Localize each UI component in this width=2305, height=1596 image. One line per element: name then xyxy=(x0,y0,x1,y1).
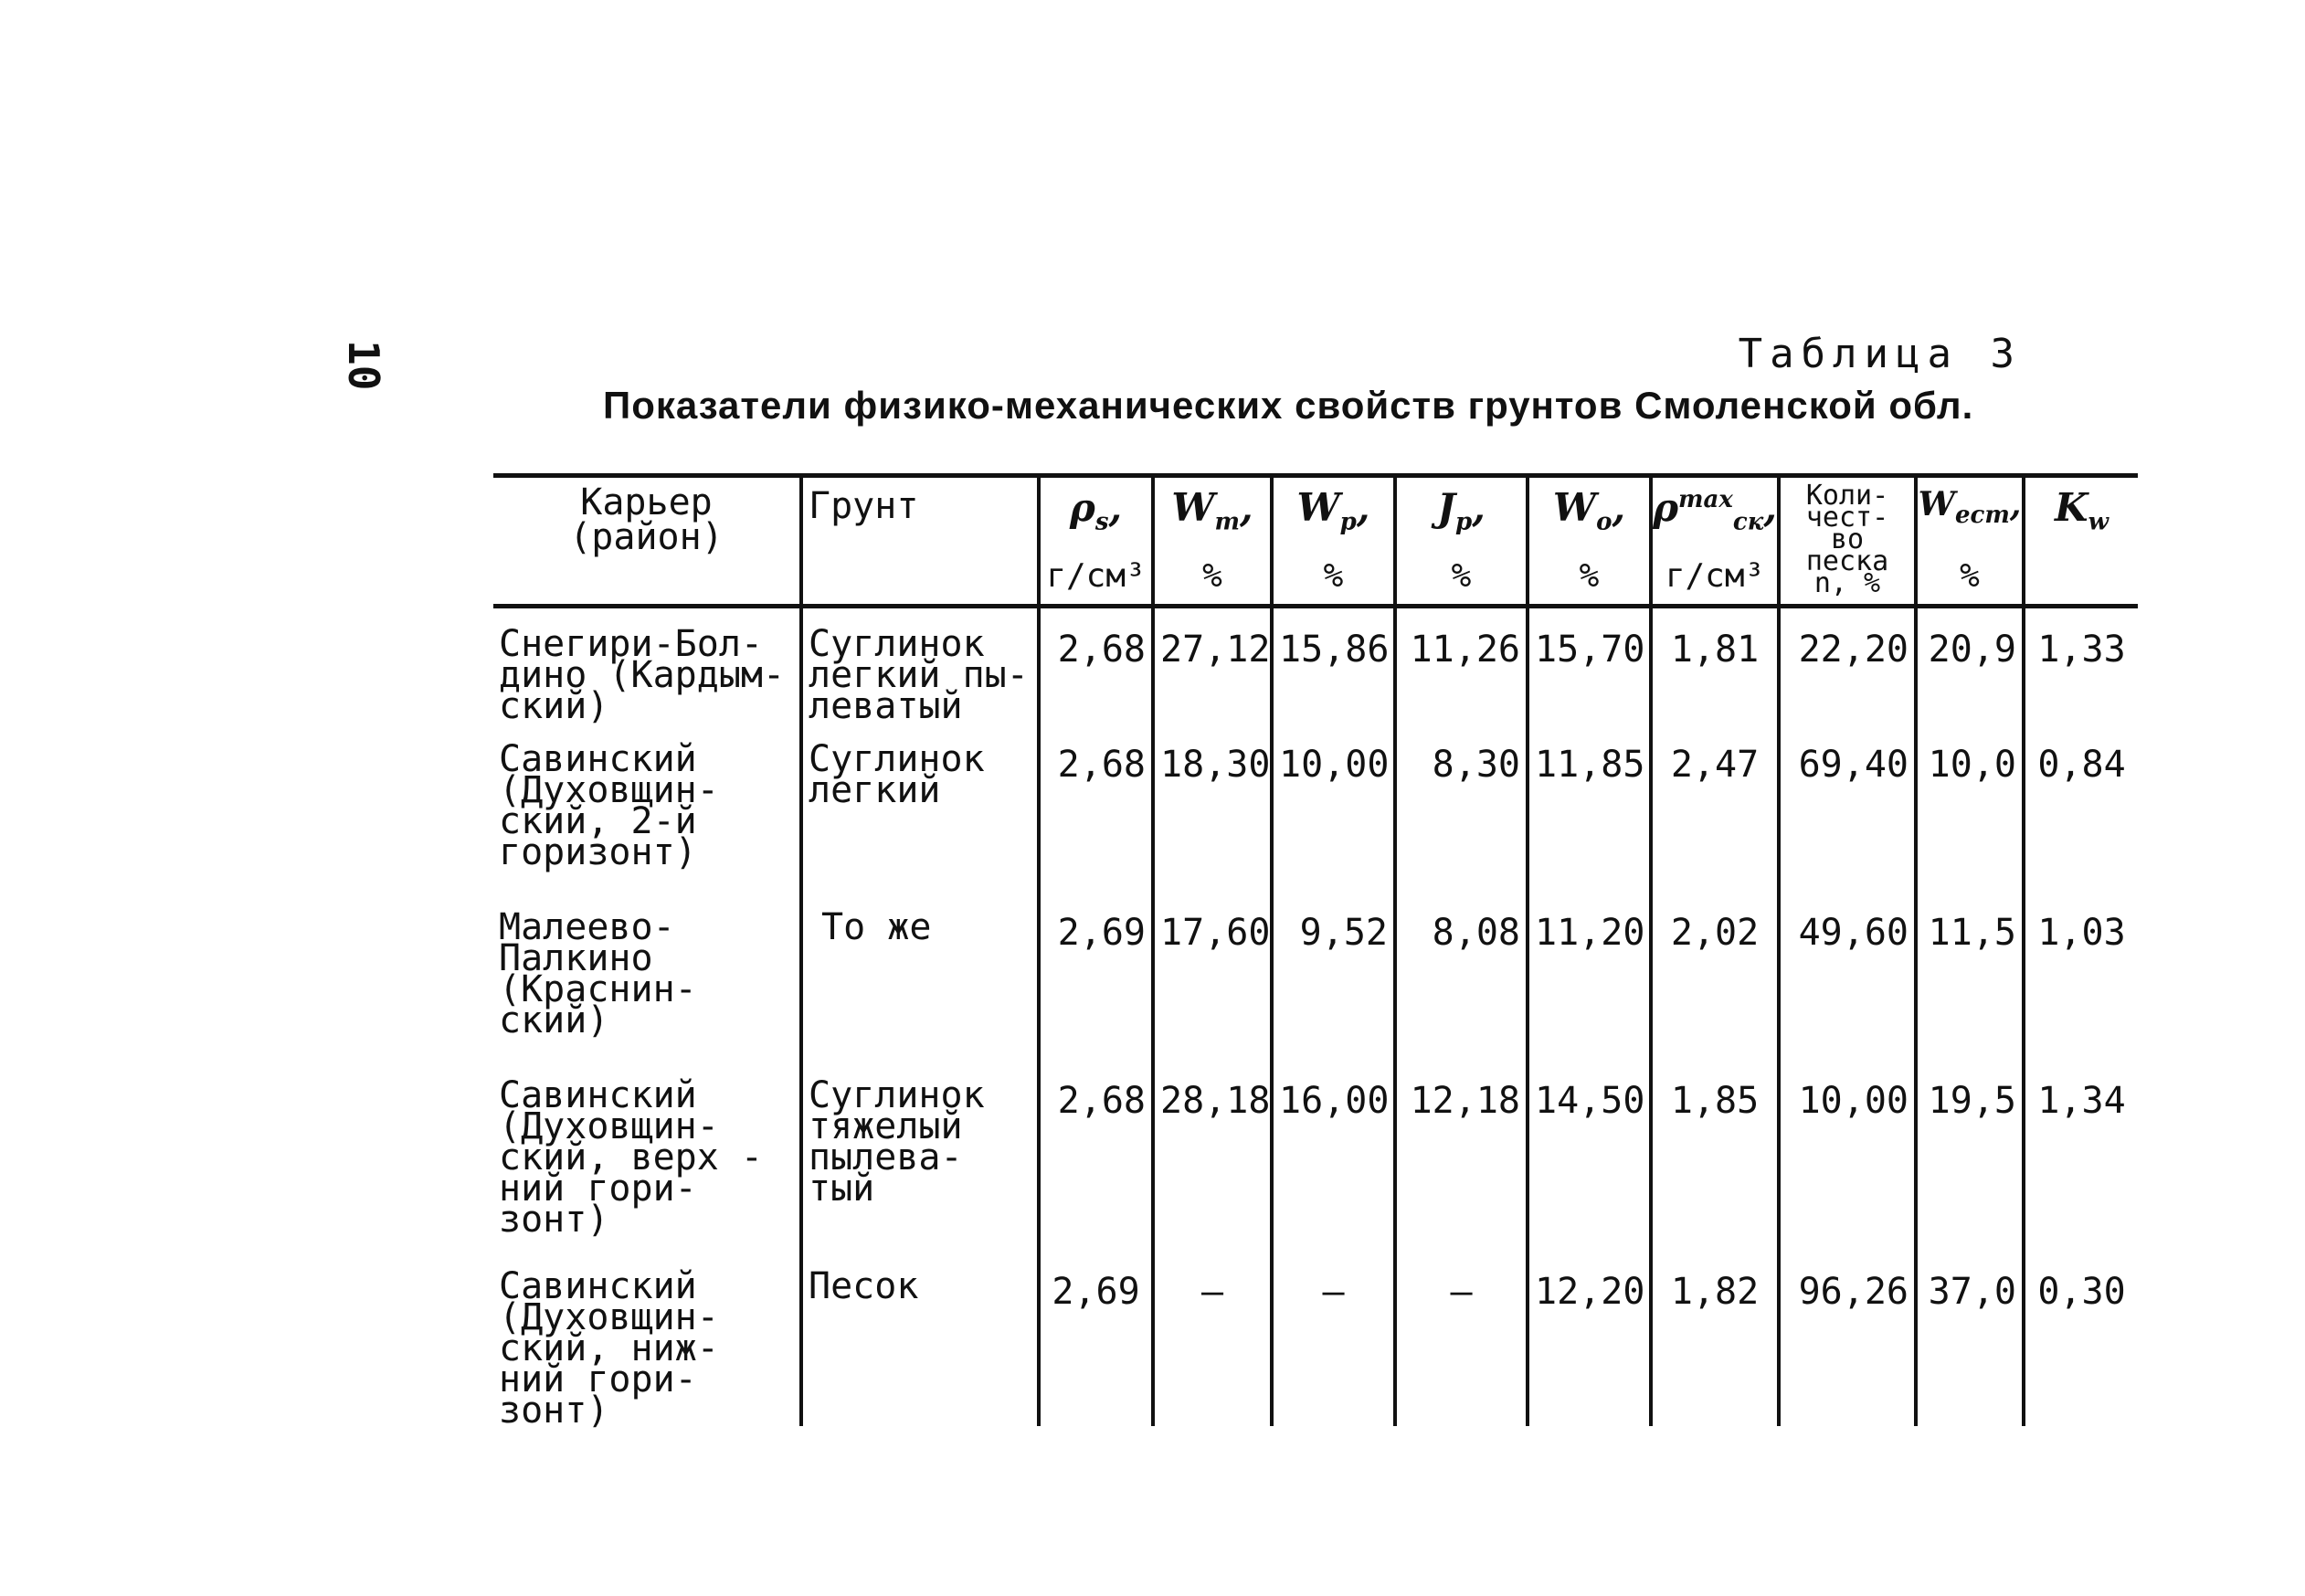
header-w-p-symbol: $W_р$, xyxy=(1296,485,1370,536)
cell-w-t: 18,30 xyxy=(1153,740,1272,908)
table-row xyxy=(493,740,2138,908)
header-soil-label: Грунт xyxy=(809,485,919,527)
cell-k-w: 0,84 xyxy=(2024,740,2138,908)
cell-i-p: 8,08 xyxy=(1395,908,1528,1076)
i-p-sub: р xyxy=(1455,508,1473,536)
cell-w-est: 11,5 xyxy=(1916,908,2024,1076)
header-w-p xyxy=(1272,476,1395,607)
cell-sand: 10,00 xyxy=(1779,1076,1916,1267)
header-rho-max-symbol: $\rho^{max}_{ск}$, xyxy=(1653,485,1777,536)
header-k-w-symbol xyxy=(2055,485,2109,535)
rho-s-sub: s xyxy=(1094,508,1109,536)
cell-w-p: 10,00 xyxy=(1272,740,1395,908)
cell-w-o: 14,50 xyxy=(1528,1076,1651,1267)
cell-i-p: 11,26 xyxy=(1395,625,1528,740)
table-row xyxy=(493,1076,2138,1267)
cell-i-p: 8,30 xyxy=(1395,740,1528,908)
cell-quarry: Снегири-Бол- дино (Кардым- ский) xyxy=(499,623,786,727)
cell-sand: 49,60 xyxy=(1779,908,1916,1076)
cell-w-t: 17,60 xyxy=(1153,908,1272,1076)
table-title: Показатели физико-механических свойств грунтов Смоленской обл. xyxy=(603,384,1974,427)
header-w-est xyxy=(1916,476,2024,607)
cell-w-est: 19,5 xyxy=(1916,1076,2024,1267)
rho-max-symbol: ρ xyxy=(1653,485,1679,530)
cell-soil: Суглинок тяжелый пылева- тый xyxy=(801,1076,1039,1267)
cell-i-p: – xyxy=(1395,1267,1528,1426)
cell-w-o: 12,20 xyxy=(1528,1267,1651,1426)
soil-properties-table xyxy=(493,473,2138,1432)
cell-w-o: 15,70 xyxy=(1528,625,1651,740)
k-w-symbol: K xyxy=(2055,485,2088,530)
header-w-o-symbol: $W_о$, xyxy=(1552,485,1626,536)
cell-rho-max: 2,47 xyxy=(1651,740,1779,908)
table-row xyxy=(493,908,2138,1076)
cell-rho-max: 2,02 xyxy=(1651,908,1779,1076)
cell-w-p: 16,00 xyxy=(1272,1076,1395,1267)
cell-sand: 96,26 xyxy=(1779,1267,1916,1426)
header-rho-s-unit: г/см³ xyxy=(1046,557,1146,595)
cell-w-p: 9,52 xyxy=(1272,908,1395,1076)
w-est-symbol: W xyxy=(1918,485,1955,523)
cell-w-est: 10,0 xyxy=(1916,740,2024,908)
cell-soil: Суглинок легкий xyxy=(801,740,1039,908)
cell-w-est: 37,0 xyxy=(1916,1267,2024,1426)
header-w-o xyxy=(1528,476,1651,607)
rho-s-symbol: ρ xyxy=(1069,485,1095,530)
header-i-p-symbol: $J_р$, xyxy=(1437,485,1486,536)
w-p-symbol: W xyxy=(1296,485,1340,530)
cell-k-w: 1,33 xyxy=(2024,625,2138,740)
w-t-symbol: W xyxy=(1171,485,1215,530)
header-w-est-unit: % xyxy=(1960,557,1980,595)
rho-max-sup: max xyxy=(1678,486,1733,513)
cell-quarry: Малеево- Палкино (Краснин- ский) xyxy=(499,906,697,1041)
cell-rho-max: 1,85 xyxy=(1651,1076,1779,1267)
cell-w-t: 28,18 xyxy=(1153,1076,1272,1267)
header-soil xyxy=(801,476,1039,607)
table-body xyxy=(493,607,2138,1432)
cell-quarry: Савинский (Духовщин- ский, 2-й горизонт) xyxy=(499,738,719,873)
header-rho-s xyxy=(1039,476,1153,607)
table-label: Таблица 3 xyxy=(1738,331,2022,377)
header-rho-max-unit: г/см³ xyxy=(1665,557,1765,595)
rho-max-sub: ск xyxy=(1732,508,1764,536)
k-w-sub: w xyxy=(2088,508,2109,536)
header-sand-label: Коли- чест- во песка n, % xyxy=(1805,480,1889,599)
cell-rho-max: 1,81 xyxy=(1651,625,1779,740)
header-i-p xyxy=(1395,476,1528,607)
cell-rho-s: 2,69 xyxy=(1039,908,1153,1076)
header-w-p-unit: % xyxy=(1323,557,1344,595)
cell-rho-s: 2,69 xyxy=(1039,1267,1153,1426)
cell-w-p: – xyxy=(1272,1267,1395,1426)
header-w-t xyxy=(1153,476,1272,607)
cell-rho-s: 2,68 xyxy=(1039,740,1153,908)
cell-w-t: 27,12 xyxy=(1153,625,1272,740)
header-quarry-label: Карьер (район) xyxy=(569,481,724,558)
cell-soil: Песок xyxy=(801,1267,1039,1426)
table-row xyxy=(493,625,2138,740)
cell-quarry: Савинский (Духовщин- ский, верх - ний гори- зонт) xyxy=(499,1074,763,1241)
cell-w-p: 15,86 xyxy=(1272,625,1395,740)
table-row xyxy=(493,1267,2138,1426)
header-w-t-unit: % xyxy=(1202,557,1222,595)
cell-sand: 22,20 xyxy=(1779,625,1916,740)
cell-w-o: 11,20 xyxy=(1528,908,1651,1076)
header-k-w xyxy=(2024,476,2138,607)
cell-k-w: 1,03 xyxy=(2024,908,2138,1076)
cell-w-t: – xyxy=(1153,1267,1272,1426)
page-number: 10 xyxy=(339,340,388,391)
cell-quarry: Савинский (Духовщин- ский, ниж- ний гори- зонт) xyxy=(499,1265,719,1432)
cell-k-w: 1,34 xyxy=(2024,1076,2138,1267)
header-quarry xyxy=(493,476,801,607)
spacer-row xyxy=(493,607,2138,626)
cell-k-w: 0,30 xyxy=(2024,1267,2138,1426)
cell-rho-s: 2,68 xyxy=(1039,625,1153,740)
header-i-p-unit: % xyxy=(1451,557,1472,595)
cell-rho-max: 1,82 xyxy=(1651,1267,1779,1426)
w-p-sub: р xyxy=(1339,508,1357,536)
header-rho-s-symbol: $\rho_s$, xyxy=(1069,485,1123,536)
w-t-sub: т xyxy=(1214,508,1241,536)
i-p-symbol: J xyxy=(1437,485,1456,530)
w-o-sub: о xyxy=(1596,508,1612,536)
cell-i-p: 12,18 xyxy=(1395,1076,1528,1267)
cell-soil: Суглинок легкий пы- леватый xyxy=(801,625,1039,740)
w-o-symbol: W xyxy=(1552,485,1597,530)
cell-sand: 69,40 xyxy=(1779,740,1916,908)
header-w-est-symbol: $W_{ест}$, xyxy=(1918,485,2022,530)
cell-soil: То же xyxy=(801,908,1039,1076)
w-est-sub: ест xyxy=(1955,502,2010,530)
header-w-t-symbol: $W_т$, xyxy=(1171,485,1253,536)
table-header xyxy=(493,476,2138,607)
cell-rho-s: 2,68 xyxy=(1039,1076,1153,1267)
header-w-o-unit: % xyxy=(1579,557,1600,595)
cell-w-est: 20,9 xyxy=(1916,625,2024,740)
cell-w-o: 11,85 xyxy=(1528,740,1651,908)
header-sand xyxy=(1779,476,1916,607)
header-rho-max xyxy=(1651,476,1779,607)
